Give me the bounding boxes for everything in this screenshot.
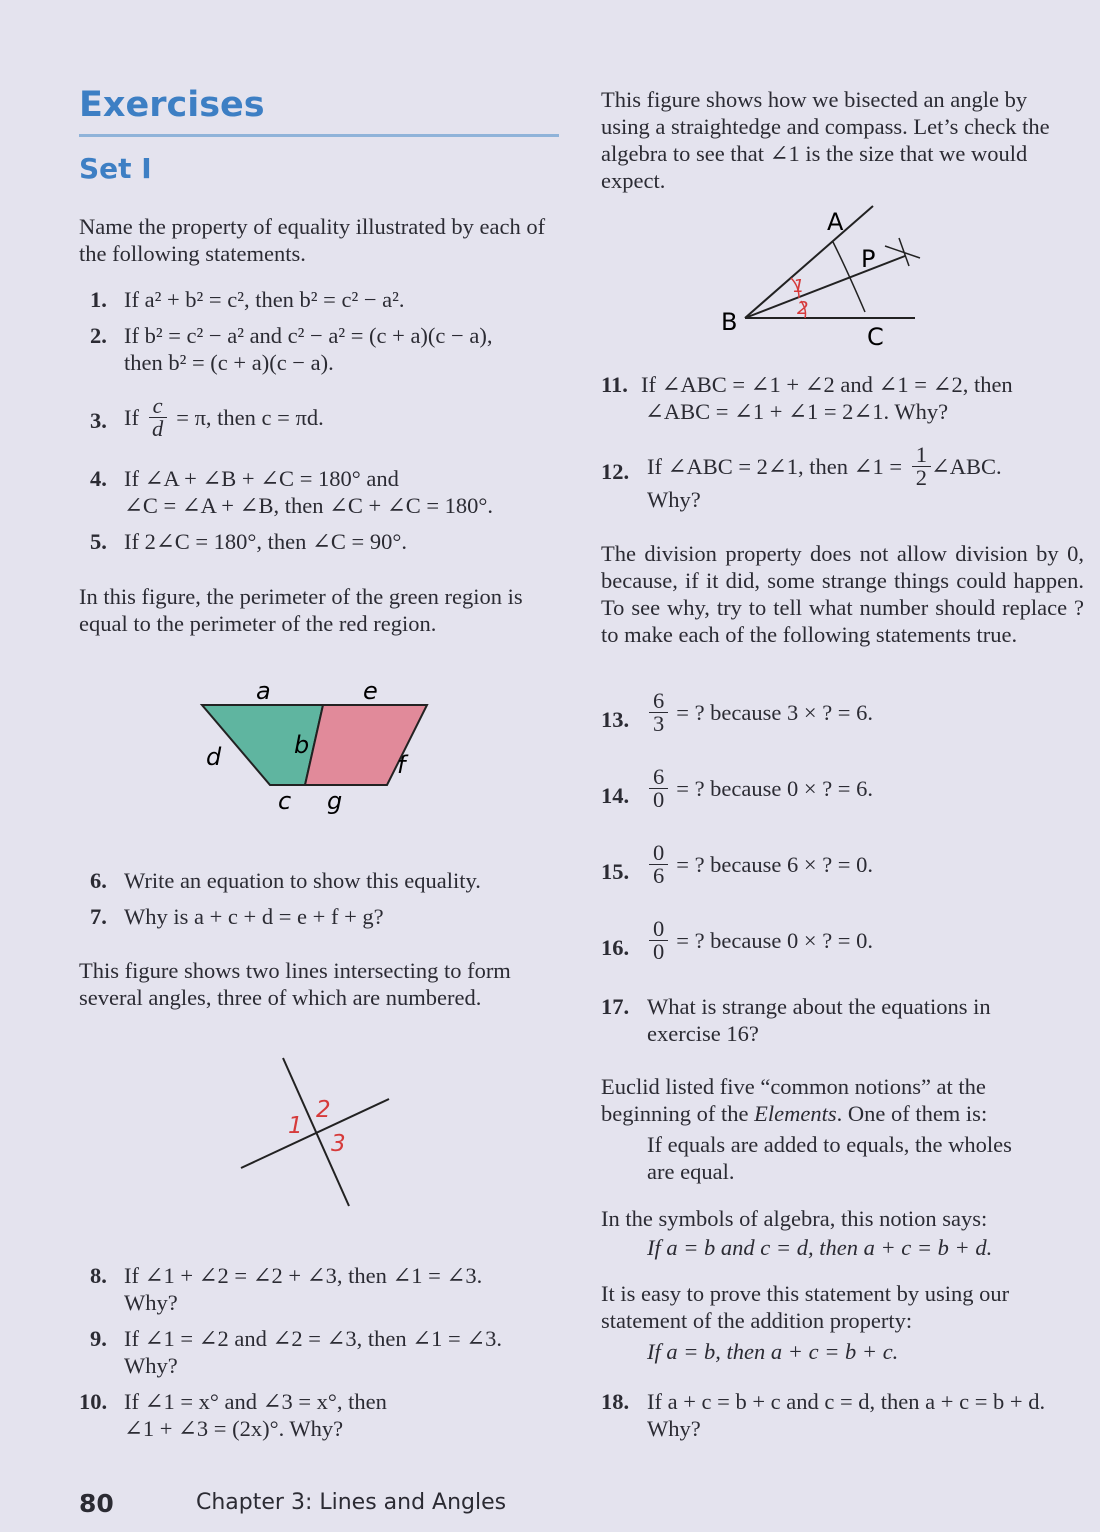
exercise-number: 5.	[90, 529, 107, 554]
fraction: $\frac{6}{3}$	[649, 690, 668, 735]
exercise-18	[601, 1388, 1096, 1442]
exercise-15	[601, 842, 1091, 902]
exercise-number: 13.	[601, 707, 630, 732]
exercise-text-line1: If ∠1 = ∠2 and ∠2 = ∠3, then ∠1 = ∠3.	[124, 1326, 503, 1351]
angle-label-1: 1	[793, 276, 805, 297]
fraction: $\frac{0}{6}$	[649, 842, 668, 887]
exercises-heading: Exercises	[79, 85, 265, 125]
fraction-c-over-d: $\frac{c}{d}$	[149, 395, 167, 440]
angle-label-2: 2	[797, 298, 809, 319]
exercise-13	[601, 690, 1091, 750]
exercise-text: If 2∠C = 180°, then ∠C = 90°.	[124, 529, 407, 554]
exercise-number: 6.	[90, 868, 107, 893]
fraction: $\frac{0}{0}$	[649, 918, 668, 963]
label-g: g	[327, 787, 343, 815]
exercise-text: Write an equation to show this equality.	[124, 868, 481, 893]
fraction-one-half: $\frac{1}{2}$	[912, 444, 931, 489]
exercise-text: = ? because 3 × ? = 6.	[676, 700, 873, 725]
exercise-post: = π, then c = πd.	[176, 405, 324, 430]
perimeter-paragraph: In this figure, the perimeter of the green region is equal to the perimeter of the red region.	[79, 584, 523, 636]
ray-BA	[745, 206, 876, 318]
exercise-9	[90, 1325, 570, 1379]
exercise-text-line1: If ∠ABC = ∠1 + ∠2 and ∠1 = ∠2, then	[641, 372, 1013, 397]
exercise-text-line1: If ∠1 = x° and ∠3 = x°, then	[124, 1389, 387, 1414]
exercise-number: 17.	[601, 994, 630, 1019]
exercise-text: Why is a + c + d = e + f + g?	[124, 904, 384, 929]
label-B: B	[721, 308, 738, 336]
exercise-text-line2: Why?	[124, 1353, 178, 1378]
exercise-pre: If	[124, 405, 139, 430]
label-c: c	[278, 787, 292, 815]
euclid-line1: Euclid listed five “common notions” at the	[601, 1074, 986, 1099]
label-b: b	[294, 731, 310, 759]
symbols-statement: If a = b and c = d, then a + c = b + d.	[647, 1235, 993, 1260]
common-notion-line2: are equal.	[647, 1159, 735, 1184]
exercise-text-line1: What is strange about the equations in	[647, 994, 991, 1019]
symbols-paragraph	[601, 1204, 1086, 1262]
exercise-12	[601, 444, 1091, 516]
lines-paragraph: This figure shows two lines intersecting to form several angles, three of which are numbered.	[79, 958, 511, 1010]
label-e: e	[363, 677, 378, 705]
exercise-number: 14.	[601, 783, 630, 808]
exercise-3	[90, 395, 570, 449]
left-column	[79, 82, 564, 189]
label-C: C	[867, 323, 884, 350]
bisect-paragraph: This figure shows how we bisected an angle by using a straightedge and compass. Let’s check the algebra to see that ∠1 is the size that we would expect.	[601, 87, 1050, 193]
fraction: $\frac{6}{0}$	[649, 766, 668, 811]
exercise-5	[90, 528, 570, 555]
exercise-number: 15.	[601, 859, 630, 884]
exercise-number: 16.	[601, 935, 630, 960]
exercise-number: 1.	[90, 287, 107, 312]
heading-rule	[79, 134, 559, 137]
exercise-text-line2: Why?	[647, 487, 701, 512]
exercise-text: = ? because 6 × ? = 0.	[676, 852, 873, 877]
exercise-number: 8.	[90, 1263, 107, 1288]
euclid-line2: beginning of the Elements. One of them is:	[601, 1101, 988, 1126]
bisector-ray-BP	[745, 256, 905, 318]
exercise-text-line2: Why?	[124, 1290, 178, 1315]
exercise-text-line2: ∠ABC = ∠1 + ∠1 = 2∠1. Why?	[645, 399, 949, 424]
exercise-number: 3.	[90, 408, 107, 433]
exercise-text-line1: If ∠1 + ∠2 = ∠2 + ∠3, then ∠1 = ∠3.	[124, 1263, 483, 1288]
exercise-post: ∠ABC.	[930, 454, 1002, 479]
intersecting-lines-figure	[235, 1050, 395, 1215]
exercise-text-line1: If b² = c² − a² and c² − a² = (c + a)(c − a),	[124, 323, 493, 348]
exercise-number: 11.	[601, 372, 628, 397]
exercise-pre: If ∠ABC = 2∠1, then ∠1 =	[647, 454, 903, 479]
exercise-text: = ? because 0 × ? = 0.	[676, 928, 873, 953]
exercise-text: If a² + b² = c², then b² = c² − a².	[124, 287, 405, 312]
angle-label-1: 1	[288, 1113, 303, 1139]
label-a: a	[256, 677, 271, 705]
exercise-10	[79, 1388, 569, 1442]
exercise-text-line2: ∠1 + ∠3 = (2x)°. Why?	[124, 1416, 344, 1441]
exercise-8	[90, 1262, 570, 1316]
label-d: d	[206, 743, 222, 771]
exercise-number: 4.	[90, 466, 107, 491]
division-paragraph: The division property does not allow division by 0, because, if it did, some strange things could happen. To see why, try to tell what number should replace ? to make each of the following statements true.	[601, 541, 1084, 647]
exercise-7	[90, 903, 570, 930]
exercise-11	[601, 371, 1091, 425]
exercise-number: 12.	[601, 459, 630, 484]
exercise-text-line2: then b² = (c + a)(c − a).	[124, 350, 334, 375]
red-region	[305, 705, 427, 785]
exercise-text-line2: Why?	[647, 1416, 701, 1441]
exercise-2	[90, 322, 570, 376]
common-notion-line1: If equals are added to equals, the wholes	[647, 1132, 1012, 1157]
exercise-number: 2.	[90, 323, 107, 348]
angle-bisector-figure	[715, 200, 935, 350]
exercise-number: 10.	[79, 1389, 108, 1414]
set-heading: Set I	[79, 152, 152, 185]
angle-label-2: 2	[316, 1097, 331, 1123]
intro-paragraph: Name the property of equality illustrated by each of the following statements.	[79, 214, 546, 266]
exercise-number: 18.	[601, 1389, 630, 1414]
exercise-17	[601, 993, 1091, 1047]
exercise-text: = ? because 0 × ? = 6.	[676, 776, 873, 801]
label-A: A	[827, 208, 844, 236]
exercise-number: 7.	[90, 904, 107, 929]
angle-label-3: 3	[331, 1131, 346, 1157]
exercise-text-line1: If a + c = b + c and c = d, then a + c = b + d.	[647, 1389, 1046, 1414]
label-f: f	[397, 751, 406, 779]
label-P: P	[861, 245, 876, 273]
exercise-text-line2: ∠C = ∠A + ∠B, then ∠C + ∠C = 180°.	[124, 493, 494, 518]
addition-paragraph	[601, 1280, 1086, 1365]
exercise-number: 9.	[90, 1326, 107, 1351]
elements-title: Elements	[754, 1101, 837, 1126]
chapter-title: Chapter 3: Lines and Angles	[196, 1490, 507, 1515]
exercise-16	[601, 918, 1091, 978]
easy-proof-text: It is easy to prove this statement by using our statement of the addition property:	[601, 1281, 1010, 1333]
exercise-4	[90, 465, 570, 519]
trapezoid-figure	[190, 675, 440, 825]
exercise-text-line1: If ∠A + ∠B + ∠C = 180° and	[124, 466, 399, 491]
addition-statement: If a = b, then a + c = b + c.	[647, 1339, 899, 1364]
symbols-intro: In the symbols of algebra, this notion says:	[601, 1206, 988, 1231]
exercise-14	[601, 766, 1091, 826]
exercise-1	[90, 286, 570, 313]
exercise-6	[90, 867, 570, 894]
euclid-paragraph	[601, 1073, 1086, 1185]
exercise-text-line2: exercise 16?	[647, 1021, 759, 1046]
line-2	[241, 1099, 389, 1168]
page-number: 80	[79, 1489, 114, 1518]
